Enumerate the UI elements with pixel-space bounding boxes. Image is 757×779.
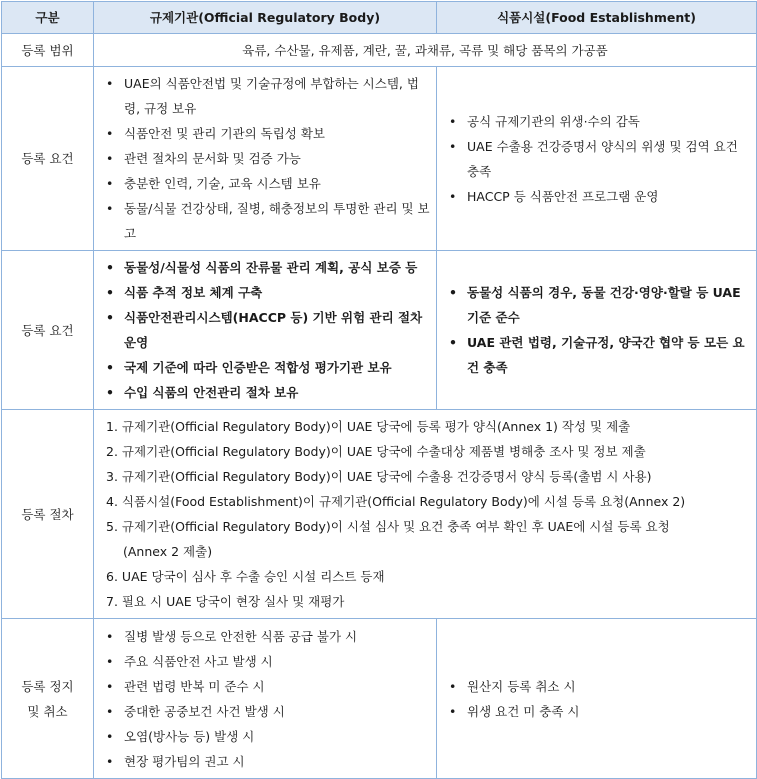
step-number: 1. [106,419,118,434]
requirements-2-establishment-list [437,280,756,380]
list-item: • 식품 추적 정보 체계 구축 [94,280,436,305]
step-text: 규제기관(Official Regulatory Body)이 UAE 당국에 수출대상 제품별 병해충 조사 및 정보 제출 [121,444,646,459]
requirements-2-regulatory-list [94,255,436,405]
list-item: • 공식 규제기관의 위생·수의 감독 [437,109,756,134]
list-item: • 관련 법령 반복 미 준수 시 [94,674,436,699]
procedure-step [106,564,750,589]
suspension-regulatory-list [94,624,436,774]
header-food-establishment: 식품시설(Food Establishment) [437,2,757,34]
row-requirements-2 [2,251,757,410]
procedure-step [106,414,750,439]
procedure-step [106,489,750,514]
list-item: • 원산지 등록 취소 시 [437,674,756,699]
requirements-1-establishment-list [437,109,756,209]
registration-table [1,1,757,779]
list-item: • 현장 평가팀의 권고 시 [94,749,436,774]
requirements-1-establishment [437,67,757,251]
step-number: 7. [106,594,118,609]
row-procedure [2,410,757,619]
requirements-2-label: 등록 요건 [2,251,94,410]
step-text: 필요 시 UAE 당국이 현장 실사 및 재평가 [121,594,345,609]
list-item: • 관련 절차의 문서화 및 검증 가능 [94,146,436,171]
step-text: 규제기관(Official Regulatory Body)이 시설 심사 및 요건 충족 여부 확인 후 UAE에 시설 등록 요청 [121,519,670,534]
list-item: • 식품안전관리시스템(HACCP 등) 기반 위험 관리 절차 운영 [94,305,436,355]
step-text: 규제기관(Official Regulatory Body)이 UAE 당국에 수출용 건강증명서 양식 등록(출범 시 사용) [121,469,652,484]
header-regulatory-body: 규제기관(Official Regulatory Body) [94,2,437,34]
suspension-label-line1: 등록 정지 [21,678,74,694]
step-number: 5. [106,519,118,534]
scope-label: 등록 범위 [2,34,94,67]
list-item: • HACCP 등 식품안전 프로그램 운영 [437,184,756,209]
list-item: • UAE의 식품안전법 및 기술규정에 부합하는 시스템, 법령, 규정 보유 [94,71,436,121]
suspension-label-line2: 및 취소 [27,703,68,719]
list-item: • 국제 기준에 따라 인증받은 적합성 평가기관 보유 [94,355,436,380]
procedure-step-list [94,414,756,614]
list-item: • 충분한 인력, 기술, 교육 시스템 보유 [94,171,436,196]
list-item: • 동물성 식품의 경우, 동물 건강·영양·할랄 등 UAE 기준 준수 [437,280,756,330]
suspension-establishment-list [437,674,756,724]
procedure-step [106,439,750,464]
row-suspension [2,619,757,779]
requirements-2-regulatory [94,251,437,410]
list-item: • 위생 요건 미 충족 시 [437,699,756,724]
list-item: • 동물/식물 건강상태, 질병, 해충정보의 투명한 관리 및 보고 [94,196,436,246]
procedure-steps [94,410,757,619]
step-text-continued: (Annex 2 제출) [123,544,213,559]
list-item: • 수입 식품의 안전관리 절차 보유 [94,380,436,405]
procedure-step [106,589,750,614]
header-category: 구분 [2,2,94,34]
scope-text: 육류, 수산물, 유제품, 계란, 꿀, 과채류, 곡류 및 해당 품목의 가공품 [94,34,757,67]
procedure-step [106,464,750,489]
suspension-regulatory [94,619,437,779]
step-number: 3. [106,469,118,484]
suspension-establishment [437,619,757,779]
requirements-1-label: 등록 요건 [2,67,94,251]
list-item: • UAE 수출용 건강증명서 양식의 위생 및 검역 요건 충족 [437,134,756,184]
requirements-1-regulatory [94,67,437,251]
list-item: • 식품안전 및 관리 기관의 독립성 확보 [94,121,436,146]
header-row [2,2,757,34]
procedure-step [106,514,750,564]
list-item: • 중대한 공중보건 사건 발생 시 [94,699,436,724]
list-item: • 오염(방사능 등) 발생 시 [94,724,436,749]
procedure-label: 등록 절차 [2,410,94,619]
row-scope [2,34,757,67]
list-item: • 동물성/식물성 식품의 잔류물 관리 계획, 공식 보증 등 [94,255,436,280]
suspension-label [2,619,94,779]
step-number: 6. [106,569,118,584]
row-requirements-1 [2,67,757,251]
requirements-1-regulatory-list [94,71,436,246]
step-text: 규제기관(Official Regulatory Body)이 UAE 당국에 등록 평가 양식(Annex 1) 작성 및 제출 [121,419,631,434]
list-item: • 주요 식품안전 사고 발생 시 [94,649,436,674]
step-number: 4. [106,494,118,509]
step-number: 2. [106,444,118,459]
step-text: UAE 당국이 심사 후 수출 승인 시설 리스트 등재 [121,569,385,584]
step-text: 식품시설(Food Establishment)이 규제기관(Official Regulatory Body)에 시설 등록 요청(Annex 2) [121,494,686,509]
list-item: • UAE 관련 법령, 기술규정, 양국간 협약 등 모든 요건 충족 [437,330,756,380]
list-item: • 질병 발생 등으로 안전한 식품 공급 불가 시 [94,624,436,649]
requirements-2-establishment [437,251,757,410]
